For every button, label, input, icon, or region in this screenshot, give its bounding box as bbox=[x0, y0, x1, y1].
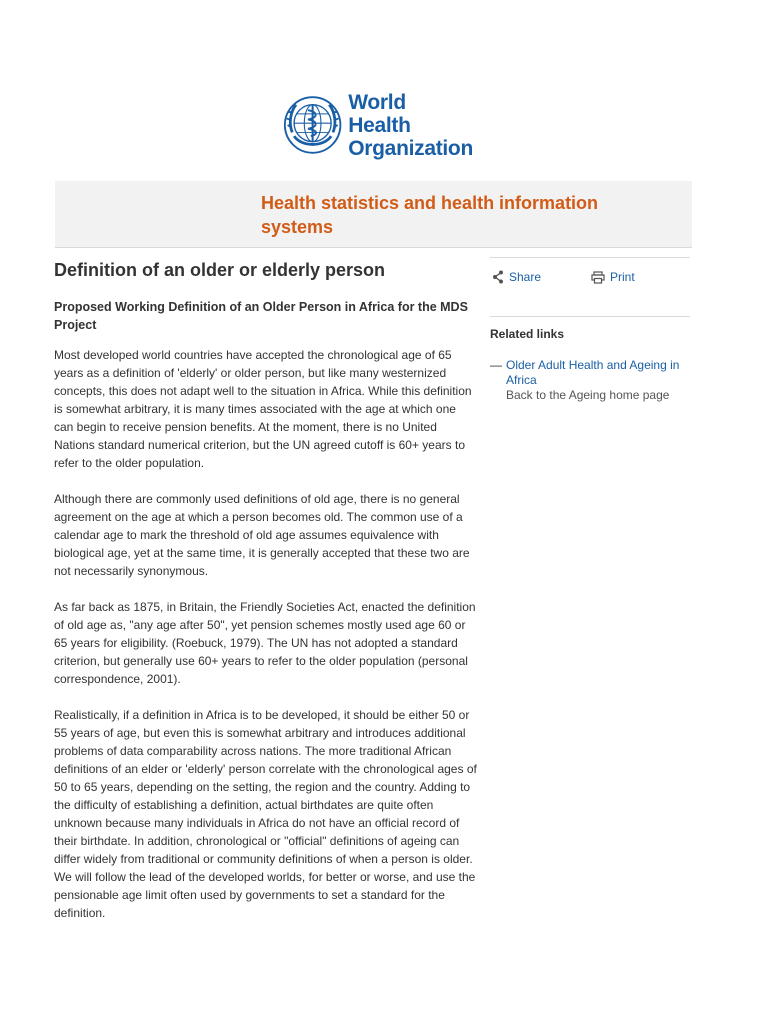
related-links-title: Related links bbox=[490, 327, 565, 341]
paragraph-4: Realistically, if a definition in Africa is to be developed, it should be either 50 or 55 years of age, but even this is somewhat arbitrary and introduces additional problems of data comparability across nations. The more traditional African definitions of an elder or 'elderly' person correlate with the chronological ages of 50 to 65 years, depending on the setting, the region and the country. Adding to the difficulty of establishing a definition, actual birthdates are quite often unknown because many individuals in Africa do not have an official record of their birthdate. In addition, chronological or "official" definitions of ageing can differ widely from traditional or community definitions of when a person is older. We will follow the lead of the developed worlds, for better or worse, and use the pensionable age limit often used by governments to set a standard for the definition. bbox=[54, 708, 477, 920]
paragraph-2: Although there are commonly used definitions of old age, there is no general agreement on the age at which a person becomes old. The common use of a calendar age to mark the threshold of old age assumes equivalence with biological age, yet at the same time, it is generally accepted that these two are not necessarily synonymous. bbox=[54, 492, 470, 578]
paragraph-1: Most developed world countries have accepted the chronological age of 65 years as a definition of 'elderly' or older person, but like many westernized concepts, this does not adapt well to the situation in Africa. While this definition is somewhat arbitrary, it is many times associated with the age at which one can begin to receive pension benefits. At the moment, there is no United Nations standard numerical criterion, but the UN agreed cutoff is 60+ years to refer to the older population. bbox=[54, 348, 472, 470]
who-emblem-icon bbox=[283, 93, 342, 157]
share-button[interactable] bbox=[492, 270, 541, 284]
print-button[interactable] bbox=[591, 270, 635, 284]
share-bar bbox=[490, 257, 690, 317]
who-logo-text bbox=[348, 91, 473, 160]
list-dash: — bbox=[490, 358, 502, 372]
page-title: Definition of an older or elderly person bbox=[54, 260, 386, 280]
share-icon bbox=[492, 270, 504, 284]
print-label: Print bbox=[610, 270, 635, 284]
article-subtitle: Proposed Working Definition of an Older Person in Africa for the MDS Project bbox=[54, 300, 468, 332]
share-label: Share bbox=[509, 270, 542, 284]
related-link-older-adult-health[interactable]: Older Adult Health and Ageing in Africa bbox=[506, 358, 680, 387]
logo-line-1: World Health bbox=[348, 90, 411, 137]
who-logo[interactable] bbox=[283, 92, 473, 158]
related-links-list bbox=[490, 358, 706, 403]
print-icon bbox=[591, 271, 605, 284]
article-body bbox=[54, 346, 478, 940]
sidebar bbox=[490, 257, 706, 403]
related-link-description: Back to the Ageing home page bbox=[506, 388, 670, 402]
list-item bbox=[490, 358, 706, 403]
section-banner bbox=[55, 181, 692, 248]
paragraph-3: As far back as 1875, in Britain, the Friendly Societies Act, enacted the definition of old age as, "any age after 50", yet pension schemes mostly used age 60 or 65 years for eligibility. (Roebuck, 1979). The UN has not adopted a standard criterion, but generally use 60+ years to refer to the older population (personal correspondence, 2001). bbox=[54, 600, 476, 686]
section-title: Health statistics and health information systems bbox=[261, 193, 599, 237]
logo-line-2: Organization bbox=[348, 136, 473, 160]
